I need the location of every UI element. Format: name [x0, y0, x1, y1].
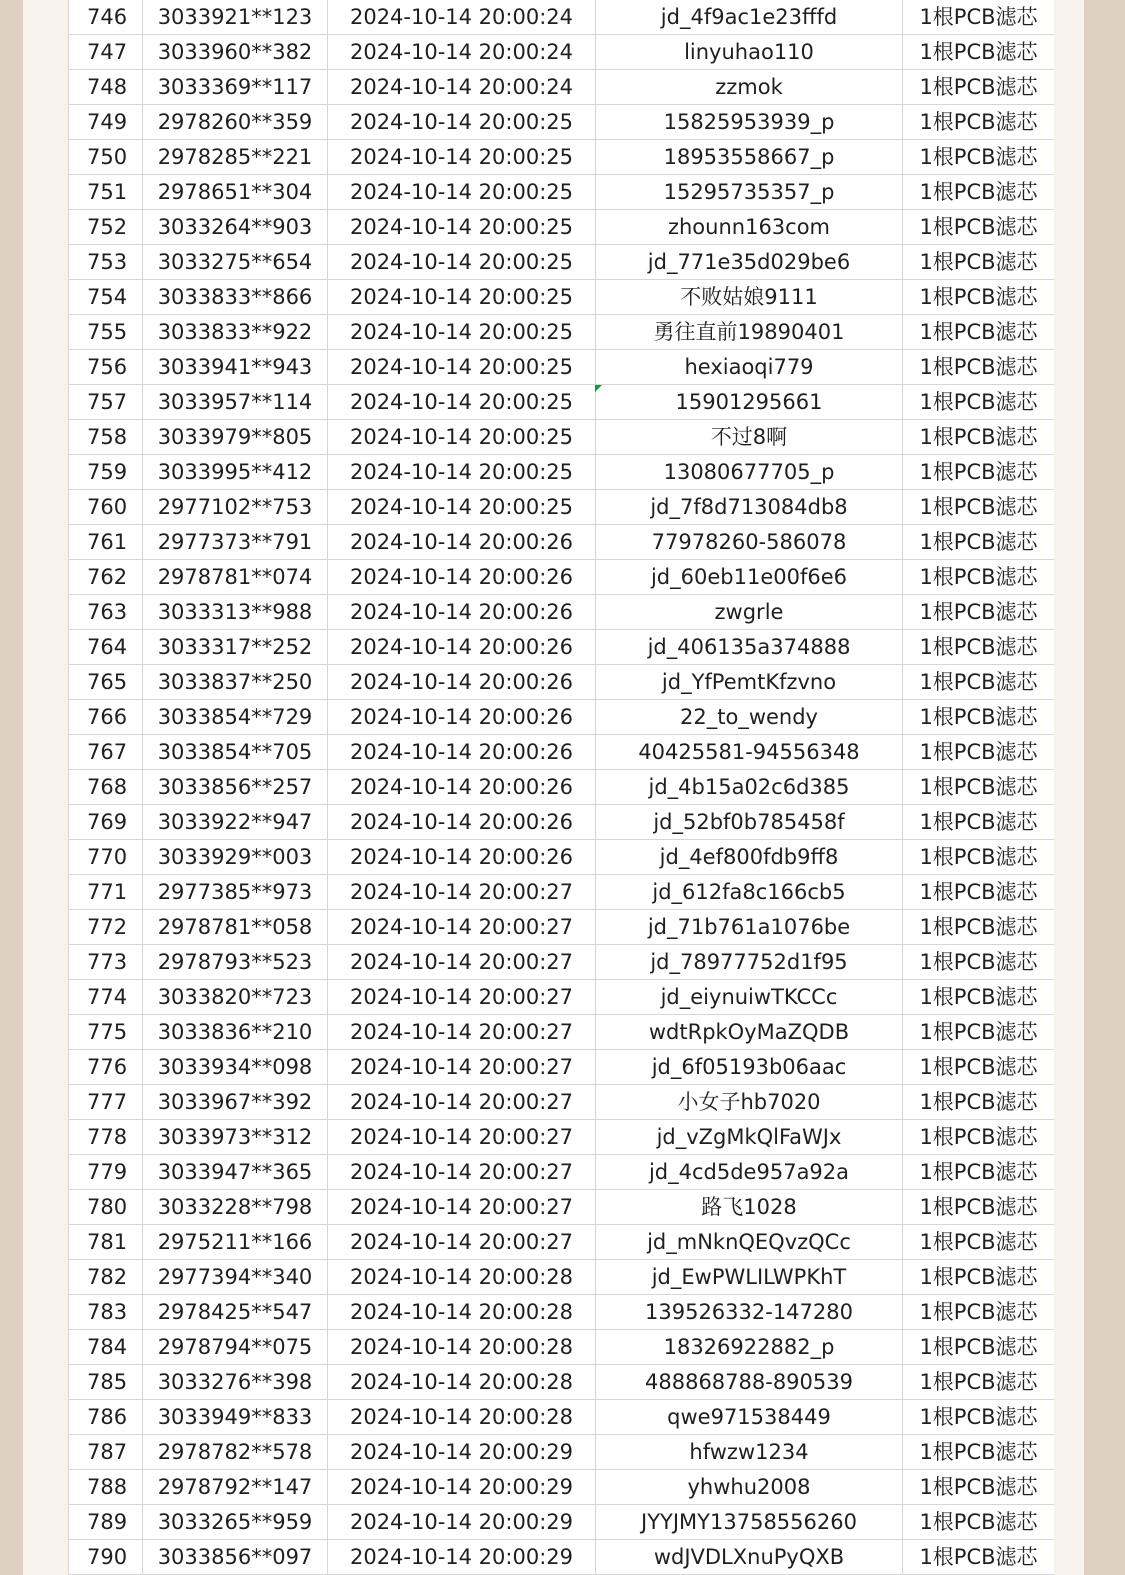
table-row [69, 490, 1055, 525]
product-cell[interactable]: 1根PCB滤芯 [903, 980, 1055, 1015]
spreadsheet-grid[interactable] [68, 0, 1054, 1575]
timestamp-cell[interactable]: 2024-10-14 20:00:25 [328, 210, 596, 245]
order-id-cell[interactable]: 2978781**058 [143, 910, 328, 945]
timestamp-cell[interactable]: 2024-10-14 20:00:28 [328, 1295, 596, 1330]
table-row [69, 35, 1055, 70]
order-id-cell[interactable]: 3033854**729 [143, 700, 328, 735]
order-id-cell[interactable]: 2978425**547 [143, 1295, 328, 1330]
user-cell[interactable]: 40425581-94556348 [596, 735, 903, 770]
product-cell[interactable]: 1根PCB滤芯 [903, 420, 1055, 455]
timestamp-cell[interactable]: 2024-10-14 20:00:25 [328, 385, 596, 420]
seq-cell[interactable]: 757 [69, 385, 143, 420]
product-cell[interactable]: 1根PCB滤芯 [903, 1295, 1055, 1330]
user-cell[interactable]: jd_YfPemtKfzvno [596, 665, 903, 700]
order-id-cell[interactable]: 2978793**523 [143, 945, 328, 980]
product-cell[interactable]: 1根PCB滤芯 [903, 1190, 1055, 1225]
seq-cell[interactable]: 781 [69, 1225, 143, 1260]
table-row [69, 1505, 1055, 1540]
table-row [69, 70, 1055, 105]
timestamp-cell[interactable]: 2024-10-14 20:00:27 [328, 875, 596, 910]
table-row [69, 980, 1055, 1015]
table-row [69, 1225, 1055, 1260]
timestamp-cell[interactable]: 2024-10-14 20:00:26 [328, 630, 596, 665]
table-row [69, 245, 1055, 280]
seq-cell[interactable]: 779 [69, 1155, 143, 1190]
product-cell[interactable]: 1根PCB滤芯 [903, 700, 1055, 735]
timestamp-cell[interactable]: 2024-10-14 20:00:25 [328, 105, 596, 140]
product-cell[interactable]: 1根PCB滤芯 [903, 1365, 1055, 1400]
seq-cell[interactable]: 785 [69, 1365, 143, 1400]
order-id-cell[interactable]: 2975211**166 [143, 1225, 328, 1260]
table-row [69, 875, 1055, 910]
user-cell[interactable]: jd_52bf0b785458f [596, 805, 903, 840]
table-row [69, 105, 1055, 140]
user-cell[interactable]: jd_406135a374888 [596, 630, 903, 665]
orders-table-body [69, 0, 1055, 1575]
table-row [69, 175, 1055, 210]
seq-cell[interactable]: 789 [69, 1505, 143, 1540]
order-id-cell[interactable]: 3033934**098 [143, 1050, 328, 1085]
table-row [69, 280, 1055, 315]
seq-cell[interactable]: 782 [69, 1260, 143, 1295]
order-id-cell[interactable]: 2978651**304 [143, 175, 328, 210]
order-id-cell[interactable]: 2977102**753 [143, 490, 328, 525]
seq-cell[interactable]: 747 [69, 35, 143, 70]
table-row [69, 1120, 1055, 1155]
timestamp-cell[interactable]: 2024-10-14 20:00:27 [328, 1050, 596, 1085]
product-cell[interactable]: 1根PCB滤芯 [903, 1050, 1055, 1085]
orders-table [68, 0, 1054, 1575]
order-id-cell[interactable]: 3033929**003 [143, 840, 328, 875]
order-id-cell[interactable]: 3033941**943 [143, 350, 328, 385]
order-id-cell[interactable]: 3033833**922 [143, 315, 328, 350]
seq-cell[interactable]: 761 [69, 525, 143, 560]
timestamp-cell[interactable]: 2024-10-14 20:00:29 [328, 1540, 596, 1575]
product-cell[interactable]: 1根PCB滤芯 [903, 210, 1055, 245]
timestamp-cell[interactable]: 2024-10-14 20:00:24 [328, 0, 596, 35]
seq-cell[interactable]: 766 [69, 700, 143, 735]
product-cell[interactable]: 1根PCB滤芯 [903, 280, 1055, 315]
seq-cell[interactable]: 790 [69, 1540, 143, 1575]
user-cell[interactable]: 小女子hb7020 [596, 1085, 903, 1120]
seq-cell[interactable]: 775 [69, 1015, 143, 1050]
user-cell[interactable]: jd_78977752d1f95 [596, 945, 903, 980]
timestamp-cell[interactable]: 2024-10-14 20:00:27 [328, 1015, 596, 1050]
table-row [69, 805, 1055, 840]
order-id-cell[interactable]: 2977394**340 [143, 1260, 328, 1295]
user-cell[interactable]: 488868788-890539 [596, 1365, 903, 1400]
order-id-cell[interactable]: 3033921**123 [143, 0, 328, 35]
order-id-cell[interactable]: 2978781**074 [143, 560, 328, 595]
user-cell[interactable]: zhounn163com [596, 210, 903, 245]
timestamp-cell[interactable]: 2024-10-14 20:00:25 [328, 140, 596, 175]
product-cell[interactable]: 1根PCB滤芯 [903, 1435, 1055, 1470]
order-id-cell[interactable]: 3033856**097 [143, 1540, 328, 1575]
user-cell[interactable]: 不败姑娘9111 [596, 280, 903, 315]
product-cell[interactable]: 1根PCB滤芯 [903, 490, 1055, 525]
user-cell[interactable]: qwe971538449 [596, 1400, 903, 1435]
seq-cell[interactable]: 763 [69, 595, 143, 630]
table-row [69, 840, 1055, 875]
seq-cell[interactable]: 758 [69, 420, 143, 455]
product-cell[interactable]: 1根PCB滤芯 [903, 630, 1055, 665]
user-cell[interactable]: JYYJMY13758556260 [596, 1505, 903, 1540]
seq-cell[interactable]: 767 [69, 735, 143, 770]
order-id-cell[interactable]: 2978260**359 [143, 105, 328, 140]
order-id-cell[interactable]: 2978285**221 [143, 140, 328, 175]
user-cell[interactable]: jd_771e35d029be6 [596, 245, 903, 280]
user-cell[interactable]: jd_4b15a02c6d385 [596, 770, 903, 805]
user-cell[interactable]: 勇往直前19890401 [596, 315, 903, 350]
timestamp-cell[interactable]: 2024-10-14 20:00:24 [328, 70, 596, 105]
table-row [69, 420, 1055, 455]
seq-cell[interactable]: 776 [69, 1050, 143, 1085]
timestamp-cell[interactable]: 2024-10-14 20:00:29 [328, 1505, 596, 1540]
seq-cell[interactable]: 762 [69, 560, 143, 595]
timestamp-cell[interactable]: 2024-10-14 20:00:25 [328, 175, 596, 210]
user-cell[interactable]: 18326922882_p [596, 1330, 903, 1365]
order-id-cell[interactable]: 3033276**398 [143, 1365, 328, 1400]
cell-comment-marker[interactable] [595, 385, 602, 392]
table-row [69, 770, 1055, 805]
timestamp-cell[interactable]: 2024-10-14 20:00:25 [328, 280, 596, 315]
table-row [69, 1435, 1055, 1470]
seq-cell[interactable]: 783 [69, 1295, 143, 1330]
order-id-cell[interactable]: 2977373**791 [143, 525, 328, 560]
product-cell[interactable]: 1根PCB滤芯 [903, 945, 1055, 980]
seq-cell[interactable]: 746 [69, 0, 143, 35]
timestamp-cell[interactable]: 2024-10-14 20:00:26 [328, 700, 596, 735]
user-cell[interactable]: jd_mNknQEQvzQCc [596, 1225, 903, 1260]
seq-cell[interactable]: 755 [69, 315, 143, 350]
table-row [69, 735, 1055, 770]
seq-cell[interactable]: 773 [69, 945, 143, 980]
table-row [69, 1365, 1055, 1400]
timestamp-cell[interactable]: 2024-10-14 20:00:27 [328, 1085, 596, 1120]
timestamp-cell[interactable]: 2024-10-14 20:00:28 [328, 1330, 596, 1365]
product-cell[interactable]: 1根PCB滤芯 [903, 1400, 1055, 1435]
seq-cell[interactable]: 784 [69, 1330, 143, 1365]
product-cell[interactable]: 1根PCB滤芯 [903, 910, 1055, 945]
user-cell[interactable]: yhwhu2008 [596, 1470, 903, 1505]
timestamp-cell[interactable]: 2024-10-14 20:00:26 [328, 665, 596, 700]
user-cell[interactable]: jd_612fa8c166cb5 [596, 875, 903, 910]
table-row [69, 350, 1055, 385]
product-cell[interactable]: 1根PCB滤芯 [903, 0, 1055, 35]
user-cell[interactable]: 77978260-586078 [596, 525, 903, 560]
timestamp-cell[interactable]: 2024-10-14 20:00:27 [328, 1190, 596, 1225]
table-row [69, 385, 1055, 420]
seq-cell[interactable]: 774 [69, 980, 143, 1015]
table-row [69, 1330, 1055, 1365]
order-id-cell[interactable]: 3033275**654 [143, 245, 328, 280]
order-id-cell[interactable]: 3033973**312 [143, 1120, 328, 1155]
table-row [69, 910, 1055, 945]
user-cell[interactable]: 13080677705_p [596, 455, 903, 490]
product-cell[interactable]: 1根PCB滤芯 [903, 245, 1055, 280]
order-id-cell[interactable]: 3033947**365 [143, 1155, 328, 1190]
product-cell[interactable]: 1根PCB滤芯 [903, 350, 1055, 385]
order-id-cell[interactable]: 2978794**075 [143, 1330, 328, 1365]
product-cell[interactable]: 1根PCB滤芯 [903, 455, 1055, 490]
seq-cell[interactable]: 787 [69, 1435, 143, 1470]
seq-cell[interactable]: 778 [69, 1120, 143, 1155]
order-id-cell[interactable]: 3033836**210 [143, 1015, 328, 1050]
user-cell[interactable]: jd_71b761a1076be [596, 910, 903, 945]
timestamp-cell[interactable]: 2024-10-14 20:00:28 [328, 1400, 596, 1435]
timestamp-cell[interactable]: 2024-10-14 20:00:25 [328, 420, 596, 455]
seq-cell[interactable]: 768 [69, 770, 143, 805]
product-cell[interactable]: 1根PCB滤芯 [903, 1120, 1055, 1155]
table-row [69, 945, 1055, 980]
user-cell[interactable]: jd_EwPWLILWPKhT [596, 1260, 903, 1295]
product-cell[interactable]: 1根PCB滤芯 [903, 1505, 1055, 1540]
user-cell[interactable]: 不过8啊 [596, 420, 903, 455]
timestamp-cell[interactable]: 2024-10-14 20:00:28 [328, 1260, 596, 1295]
product-cell[interactable]: 1根PCB滤芯 [903, 805, 1055, 840]
product-cell[interactable]: 1根PCB滤芯 [903, 175, 1055, 210]
table-row [69, 1260, 1055, 1295]
timestamp-cell[interactable]: 2024-10-14 20:00:27 [328, 1120, 596, 1155]
order-id-cell[interactable]: 2978792**147 [143, 1470, 328, 1505]
seq-cell[interactable]: 749 [69, 105, 143, 140]
seq-cell[interactable]: 769 [69, 805, 143, 840]
product-cell[interactable]: 1根PCB滤芯 [903, 595, 1055, 630]
timestamp-cell[interactable]: 2024-10-14 20:00:25 [328, 350, 596, 385]
user-cell[interactable]: zzmok [596, 70, 903, 105]
product-cell[interactable]: 1根PCB滤芯 [903, 1540, 1055, 1575]
product-cell[interactable]: 1根PCB滤芯 [903, 35, 1055, 70]
timestamp-cell[interactable]: 2024-10-14 20:00:25 [328, 315, 596, 350]
product-cell[interactable]: 1根PCB滤芯 [903, 770, 1055, 805]
user-cell[interactable]: jd_60eb11e00f6e6 [596, 560, 903, 595]
product-cell[interactable]: 1根PCB滤芯 [903, 1225, 1055, 1260]
order-id-cell[interactable]: 3033960**382 [143, 35, 328, 70]
seq-cell[interactable]: 764 [69, 630, 143, 665]
timestamp-cell[interactable]: 2024-10-14 20:00:29 [328, 1435, 596, 1470]
timestamp-cell[interactable]: 2024-10-14 20:00:28 [328, 1365, 596, 1400]
table-row [69, 1015, 1055, 1050]
timestamp-cell[interactable]: 2024-10-14 20:00:26 [328, 525, 596, 560]
product-cell[interactable]: 1根PCB滤芯 [903, 1085, 1055, 1120]
timestamp-cell[interactable]: 2024-10-14 20:00:27 [328, 1155, 596, 1190]
product-cell[interactable]: 1根PCB滤芯 [903, 735, 1055, 770]
product-cell[interactable]: 1根PCB滤芯 [903, 1015, 1055, 1050]
table-row [69, 700, 1055, 735]
table-row [69, 595, 1055, 630]
user-cell[interactable]: 15825953939_p [596, 105, 903, 140]
user-cell[interactable]: jd_eiynuiwTKCCc [596, 980, 903, 1015]
order-id-cell[interactable]: 3033369**117 [143, 70, 328, 105]
table-row [69, 630, 1055, 665]
timestamp-cell[interactable]: 2024-10-14 20:00:26 [328, 805, 596, 840]
order-id-cell[interactable]: 2977385**973 [143, 875, 328, 910]
user-cell[interactable]: hfwzw1234 [596, 1435, 903, 1470]
order-id-cell[interactable]: 3033228**798 [143, 1190, 328, 1225]
table-row [69, 210, 1055, 245]
order-id-cell[interactable]: 3033265**959 [143, 1505, 328, 1540]
page-frame [23, 0, 1084, 1575]
table-row [69, 560, 1055, 595]
table-row [69, 1540, 1055, 1575]
order-id-cell[interactable]: 3033922**947 [143, 805, 328, 840]
user-cell[interactable]: wdtRpkOyMaZQDB [596, 1015, 903, 1050]
order-id-cell[interactable]: 2978782**578 [143, 1435, 328, 1470]
order-id-cell[interactable]: 3033820**723 [143, 980, 328, 1015]
seq-cell[interactable]: 786 [69, 1400, 143, 1435]
product-cell[interactable]: 1根PCB滤芯 [903, 1470, 1055, 1505]
user-cell[interactable]: jd_7f8d713084db8 [596, 490, 903, 525]
seq-cell[interactable]: 760 [69, 490, 143, 525]
order-id-cell[interactable]: 3033856**257 [143, 770, 328, 805]
product-cell[interactable]: 1根PCB滤芯 [903, 105, 1055, 140]
order-id-cell[interactable]: 3033317**252 [143, 630, 328, 665]
seq-cell[interactable]: 765 [69, 665, 143, 700]
seq-cell[interactable]: 759 [69, 455, 143, 490]
timestamp-cell[interactable]: 2024-10-14 20:00:25 [328, 245, 596, 280]
product-cell[interactable]: 1根PCB滤芯 [903, 1260, 1055, 1295]
seq-cell[interactable]: 771 [69, 875, 143, 910]
user-cell[interactable]: 139526332-147280 [596, 1295, 903, 1330]
user-cell[interactable]: jd_4ef800fdb9ff8 [596, 840, 903, 875]
order-id-cell[interactable]: 3033854**705 [143, 735, 328, 770]
timestamp-cell[interactable]: 2024-10-14 20:00:27 [328, 945, 596, 980]
table-row [69, 315, 1055, 350]
timestamp-cell[interactable]: 2024-10-14 20:00:25 [328, 490, 596, 525]
user-cell[interactable]: wdJVDLXnuPyQXB [596, 1540, 903, 1575]
timestamp-cell[interactable]: 2024-10-14 20:00:26 [328, 840, 596, 875]
product-cell[interactable]: 1根PCB滤芯 [903, 140, 1055, 175]
product-cell[interactable]: 1根PCB滤芯 [903, 525, 1055, 560]
user-cell[interactable]: linyuhao110 [596, 35, 903, 70]
timestamp-cell[interactable]: 2024-10-14 20:00:27 [328, 980, 596, 1015]
order-id-cell[interactable]: 3033313**988 [143, 595, 328, 630]
order-id-cell[interactable]: 3033995**412 [143, 455, 328, 490]
product-cell[interactable]: 1根PCB滤芯 [903, 315, 1055, 350]
order-id-cell[interactable]: 3033949**833 [143, 1400, 328, 1435]
timestamp-cell[interactable]: 2024-10-14 20:00:27 [328, 1225, 596, 1260]
timestamp-cell[interactable]: 2024-10-14 20:00:25 [328, 455, 596, 490]
table-row [69, 1400, 1055, 1435]
timestamp-cell[interactable]: 2024-10-14 20:00:26 [328, 595, 596, 630]
user-cell[interactable]: hexiaoqi779 [596, 350, 903, 385]
order-id-cell[interactable]: 3033957**114 [143, 385, 328, 420]
table-row [69, 525, 1055, 560]
user-cell[interactable]: 路飞1028 [596, 1190, 903, 1225]
table-row [69, 0, 1055, 35]
table-row [69, 665, 1055, 700]
seq-cell[interactable]: 780 [69, 1190, 143, 1225]
timestamp-cell[interactable]: 2024-10-14 20:00:24 [328, 35, 596, 70]
table-row [69, 1470, 1055, 1505]
order-id-cell[interactable]: 3033979**805 [143, 420, 328, 455]
seq-cell[interactable]: 777 [69, 1085, 143, 1120]
product-cell[interactable]: 1根PCB滤芯 [903, 1330, 1055, 1365]
table-row [69, 1190, 1055, 1225]
order-id-cell[interactable]: 3033967**392 [143, 1085, 328, 1120]
seq-cell[interactable]: 756 [69, 350, 143, 385]
table-row [69, 1085, 1055, 1120]
user-cell[interactable]: 15295735357_p [596, 175, 903, 210]
user-cell[interactable]: jd_vZgMkQlFaWJx [596, 1120, 903, 1155]
user-cell[interactable]: 22_to_wendy [596, 700, 903, 735]
user-cell[interactable]: zwgrle [596, 595, 903, 630]
timestamp-cell[interactable]: 2024-10-14 20:00:29 [328, 1470, 596, 1505]
order-id-cell[interactable]: 3033837**250 [143, 665, 328, 700]
table-row [69, 1050, 1055, 1085]
timestamp-cell[interactable]: 2024-10-14 20:00:26 [328, 770, 596, 805]
seq-cell[interactable]: 753 [69, 245, 143, 280]
user-cell[interactable]: jd_6f05193b06aac [596, 1050, 903, 1085]
timestamp-cell[interactable]: 2024-10-14 20:00:26 [328, 560, 596, 595]
product-cell[interactable]: 1根PCB滤芯 [903, 1155, 1055, 1190]
seq-cell[interactable]: 750 [69, 140, 143, 175]
user-cell[interactable]: 15901295661 [596, 385, 903, 420]
product-cell[interactable]: 1根PCB滤芯 [903, 560, 1055, 595]
product-cell[interactable]: 1根PCB滤芯 [903, 875, 1055, 910]
product-cell[interactable]: 1根PCB滤芯 [903, 70, 1055, 105]
product-cell[interactable]: 1根PCB滤芯 [903, 840, 1055, 875]
user-cell[interactable]: jd_4f9ac1e23fffd [596, 0, 903, 35]
table-row [69, 140, 1055, 175]
seq-cell[interactable]: 751 [69, 175, 143, 210]
seq-cell[interactable]: 788 [69, 1470, 143, 1505]
table-row [69, 455, 1055, 490]
user-cell[interactable]: 18953558667_p [596, 140, 903, 175]
table-row [69, 1295, 1055, 1330]
product-cell[interactable]: 1根PCB滤芯 [903, 665, 1055, 700]
seq-cell[interactable]: 772 [69, 910, 143, 945]
order-id-cell[interactable]: 3033833**866 [143, 280, 328, 315]
seq-cell[interactable]: 748 [69, 70, 143, 105]
timestamp-cell[interactable]: 2024-10-14 20:00:26 [328, 735, 596, 770]
timestamp-cell[interactable]: 2024-10-14 20:00:27 [328, 910, 596, 945]
seq-cell[interactable]: 752 [69, 210, 143, 245]
seq-cell[interactable]: 754 [69, 280, 143, 315]
table-row [69, 1155, 1055, 1190]
product-cell[interactable]: 1根PCB滤芯 [903, 385, 1055, 420]
order-id-cell[interactable]: 3033264**903 [143, 210, 328, 245]
user-cell[interactable]: jd_4cd5de957a92a [596, 1155, 903, 1190]
seq-cell[interactable]: 770 [69, 840, 143, 875]
